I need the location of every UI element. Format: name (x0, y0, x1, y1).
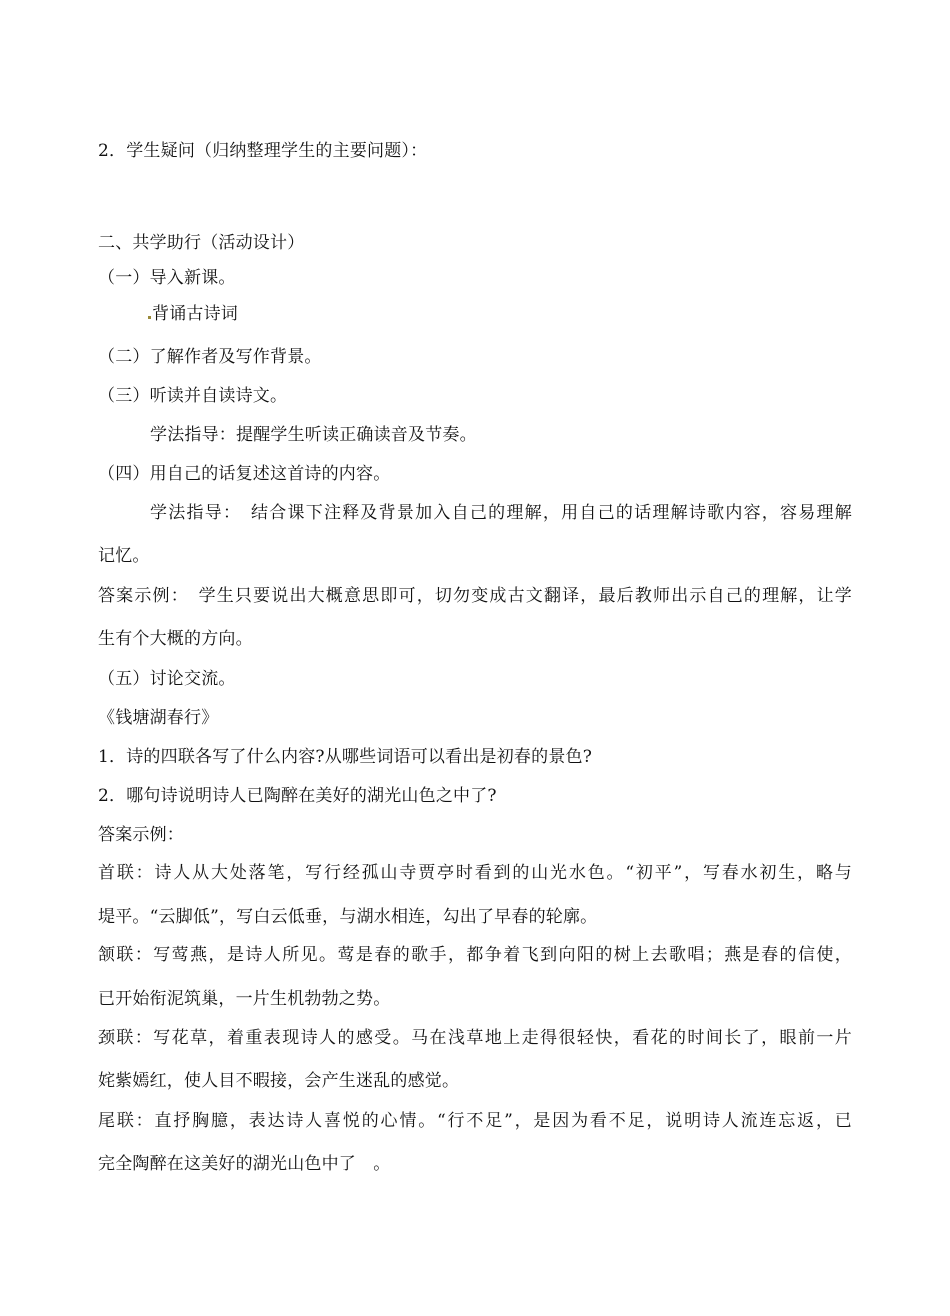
step-three-heading: （三）听读并自读诗文。 (98, 386, 288, 406)
step-four-guidance: 学法指导： 结合课下注释及背景加入自己的理解，用自己的话理解诗歌内容，容易理解 (150, 503, 852, 523)
couplet-three-line-b: 姹紫嫣红，使人目不暇接，会产生迷乱的感觉。 (98, 1071, 460, 1091)
couplet-one-line-a: 首联：诗人从大处落笔，写行经孤山寺贾亭时看到的山光水色。“初平”，写春水初生，略与 (98, 863, 852, 883)
step-two-heading: （二）了解作者及写作背景。 (98, 347, 322, 367)
step-four-heading: （四）用自己的话复述这首诗的内容。 (98, 464, 391, 484)
couplet-four-line-b: 完全陶醉在这美好的湖光山色中了 。 (98, 1154, 391, 1174)
poem-title: 《钱塘湖春行》 (98, 708, 219, 728)
step-five-heading: （五）讨论交流。 (98, 669, 236, 689)
step-three-guidance: 学法指导：提醒学生听读正确读音及节奏。 (150, 425, 477, 445)
step-four-guidance-cont: 记忆。 (98, 546, 150, 566)
poem-question-two: 2．哪句诗说明诗人已陶醉在美好的湖光山色之中了? (98, 786, 497, 806)
couplet-two-line-b: 已开始衔泥筑巢，一片生机勃勃之势。 (98, 989, 391, 1009)
couplet-two-line-a: 颔联：写莺燕，是诗人所见。莺是春的歌手，都争着飞到向阳的树上去歌唱；燕是春的信使， (98, 945, 852, 965)
couplet-one-line-b: 堤平。“云脚低”，写白云低垂，与湖水相连，勾出了早春的轮廓。 (98, 907, 598, 927)
couplet-three-line-a: 颈联：写花草，着重表现诗人的感受。马在浅草地上走得很轻快，看花的时间长了，眼前一片 (98, 1028, 852, 1048)
section-two-heading: 二、共学助行（活动设计） (98, 233, 305, 253)
step-one-heading: （一）导入新课。 (98, 268, 236, 288)
couplet-four-line-a: 尾联：直抒胸臆，表达诗人喜悦的心情。“行不足”，是因为看不足，说明诗人流连忘返，已 (98, 1111, 852, 1131)
poem-question-one: 1．诗的四联各写了什么内容?从哪些词语可以看出是初春的景色? (98, 747, 593, 767)
student-questions-heading: 2．学生疑问（归纳整理学生的主要问题）： (98, 141, 428, 161)
answer-example-one: 答案示例： 学生只要说出大概意思即可，切勿变成古文翻译，最后教师出示自己的理解，让学 (98, 586, 852, 606)
step-one-detail: 背诵古诗词 (148, 303, 238, 325)
answer-example-one-cont: 生有个大概的方向。 (98, 629, 253, 649)
marker-dot (148, 316, 151, 319)
answer-example-two-label: 答案示例： (98, 825, 184, 845)
